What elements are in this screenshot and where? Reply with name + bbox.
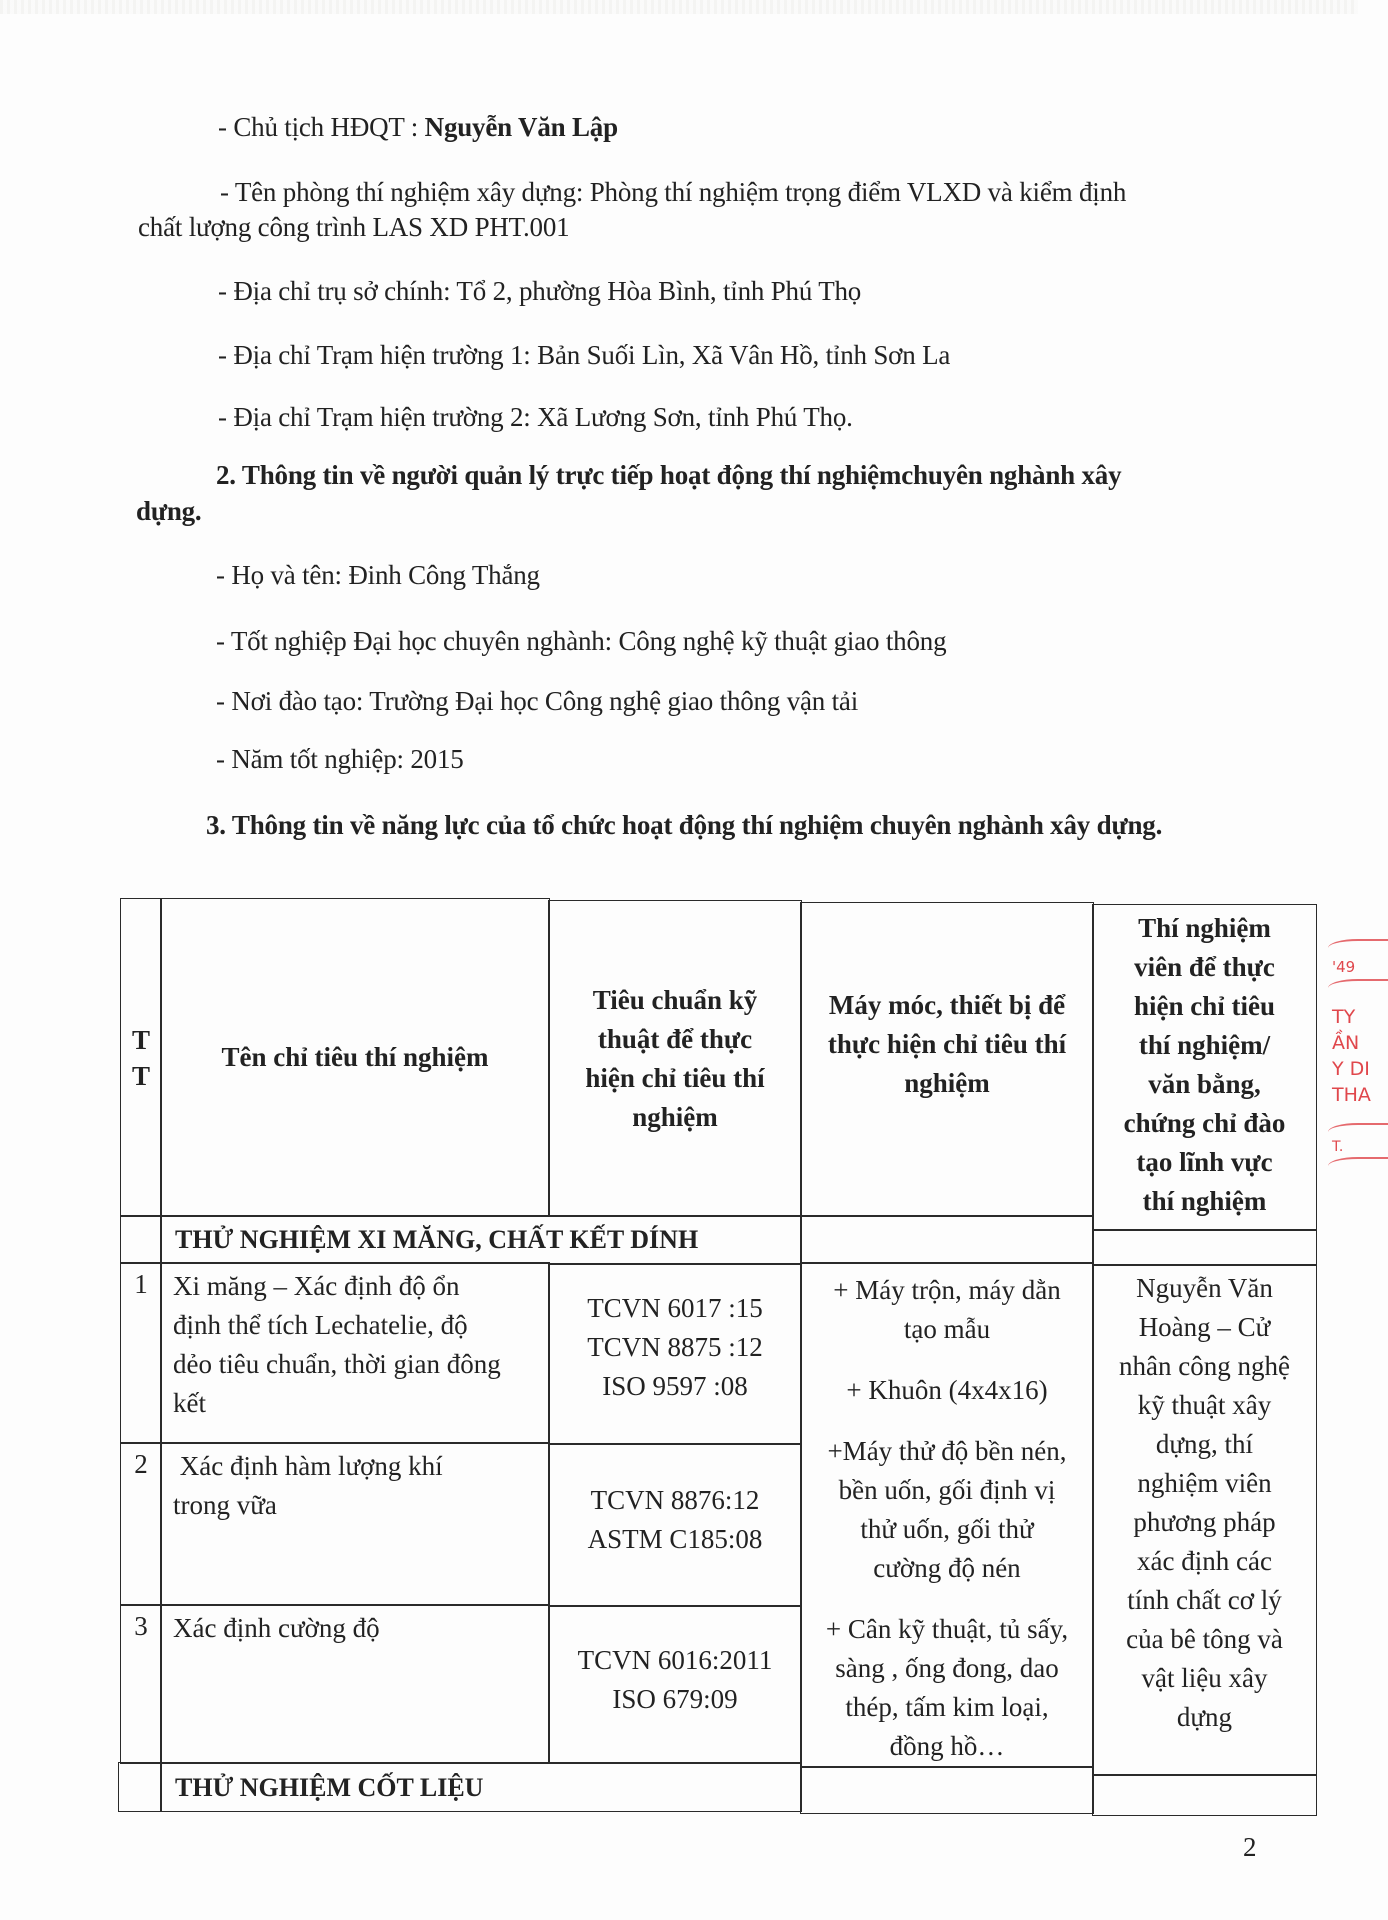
equipment-line: + Khuôn (4x4x16) [846, 1375, 1048, 1405]
section-2-title [160, 1762, 802, 1812]
row-3-standard: ISO 679:09 [612, 1684, 738, 1714]
header-personnel-line: hiện chỉ tiêu [1133, 991, 1275, 1021]
personnel-line: phương pháp [1133, 1507, 1276, 1537]
header-personnel-line: thí nghiệm/ [1138, 1030, 1271, 1060]
section-2-tt [118, 1762, 162, 1812]
section-1-title-text: THỬ NGHIỆM XI MĂNG, CHẤT KẾT DÍNH [175, 1225, 699, 1254]
section-2-heading-line-2: dựng. [136, 496, 202, 526]
row-2-standard: ASTM C185:08 [587, 1524, 763, 1554]
stamp-text: '49 [1332, 958, 1356, 976]
section-2-heading-line-1: 2. Thông tin về người quản lý trực tiếp hoạt động thí nghiệmchuyên nghành xây [216, 460, 1122, 490]
stamp-text: ẦN [1332, 1032, 1360, 1054]
header-test-name [160, 898, 550, 1217]
row-3-number: 3 [134, 1611, 148, 1641]
manager-school: - Nơi đào tạo: Trường Đại học Công nghệ giao thông vận tải [216, 686, 859, 716]
header-personnel [1092, 904, 1317, 1231]
shared-personnel-cell [1092, 1264, 1317, 1776]
stamp-text: TY [1332, 1006, 1356, 1028]
row-2-standard: TCVN 8876:12 [590, 1485, 760, 1515]
row-1-standards [548, 1264, 802, 1444]
personnel-line: Nguyễn Văn [1136, 1273, 1273, 1303]
row-2-tt [120, 1442, 162, 1606]
manager-graduation-year: - Năm tốt nghiệp: 2015 [216, 744, 464, 774]
section-2-personnel-empty [1092, 1774, 1317, 1816]
header-standard-line: nghiệm [632, 1101, 718, 1132]
lab-name-line-1: - Tên phòng thí nghiệm xây dựng: Phòng thí nghiệm trọng điểm VLXD và kiểm định [220, 177, 1127, 207]
equipment-line: + Cân kỹ thuật, tủ sấy, [825, 1614, 1069, 1644]
field-station-1-address: - Địa chỉ Trạm hiện trường 1: Bản Suối Lìn, Xã Vân Hồ, tỉnh Sơn La [218, 340, 951, 370]
personnel-line: của bê tông và [1126, 1624, 1283, 1654]
chairman-label: - Chủ tịch HĐQT : [218, 112, 425, 142]
equipment-line: sàng , ống đong, dao [835, 1653, 1059, 1683]
header-equipment-line: nghiệm [904, 1068, 990, 1098]
manager-name: - Họ và tên: Đinh Công Thắng [216, 560, 540, 590]
header-tt-line: T [131, 1060, 150, 1091]
shared-equipment-cell [800, 1262, 1094, 1768]
header-test-name-text: Tên chỉ tiêu thí nghiệm [221, 1042, 489, 1072]
personnel-line: dựng, thí [1155, 1429, 1254, 1459]
personnel-line: nhân công nghệ [1119, 1351, 1290, 1381]
personnel-line: tính chất cơ lý [1127, 1585, 1282, 1615]
row-2-name-line: trong vữa [173, 1490, 277, 1520]
header-standard-line: thuật để thực [597, 1023, 753, 1054]
header-standard [548, 900, 802, 1217]
header-personnel-line: Thí nghiệm [1138, 913, 1271, 943]
header-equipment [800, 902, 1094, 1217]
equipment-line: thép, tấm kim loại, [845, 1692, 1049, 1722]
manager-degree: - Tốt nghiệp Đại học chuyên nghành: Công nghệ kỹ thuật giao thông [216, 626, 947, 656]
section-1-title [160, 1215, 802, 1264]
row-2-number: 2 [134, 1449, 148, 1479]
stamp-text: T. [1332, 1139, 1344, 1155]
chairman-line [218, 110, 618, 144]
equipment-line: cường độ nén [873, 1553, 1021, 1583]
personnel-line: dựng [1176, 1702, 1233, 1732]
stamp-text: THA [1332, 1084, 1371, 1106]
header-personnel-line: văn bằng, [1148, 1069, 1261, 1099]
row-3-test-name [160, 1604, 550, 1764]
equipment-line: thử uốn, gối thử [860, 1514, 1034, 1544]
row-3-standards [548, 1606, 802, 1764]
stamp-arc [1328, 1157, 1388, 1175]
header-tt [120, 898, 162, 1217]
header-personnel-line: thí nghiệm [1142, 1186, 1267, 1216]
header-tt-line: T [131, 1024, 150, 1055]
row-1-name-line: dẻo tiêu chuẩn, thời gian đông [173, 1349, 501, 1379]
row-1-tt [120, 1262, 162, 1444]
row-3-name-line: Xác định cường độ [173, 1613, 380, 1643]
stamp-arc [1328, 979, 1388, 997]
row-1-standard: TCVN 8875 :12 [587, 1331, 763, 1362]
header-equipment-line: thực hiện chỉ tiêu thí [827, 1029, 1067, 1059]
red-stamp-fragment [1320, 935, 1380, 1175]
row-2-name-line: Xác định hàm lượng khí [173, 1451, 443, 1481]
field-station-2-address: - Địa chỉ Trạm hiện trường 2: Xã Lương Sơn, tỉnh Phú Thọ. [218, 402, 853, 432]
equipment-line: đồng hồ… [889, 1731, 1005, 1761]
header-standard-line: Tiêu chuẩn kỹ [592, 984, 758, 1015]
personnel-line: kỹ thuật xây [1137, 1390, 1272, 1420]
personnel-line: xác định các [1137, 1546, 1272, 1576]
scan-edge-artifact [0, 0, 1358, 14]
row-1-name-line: định thể tích Lechatelie, độ [173, 1310, 468, 1340]
chairman-name: Nguyễn Văn Lập [424, 112, 618, 142]
section-3-heading: 3. Thông tin về năng lực của tổ chức hoạt động thí nghiệm chuyên nghành xây dựng. [206, 810, 1163, 840]
head-office-address: - Địa chỉ trụ sở chính: Tổ 2, phường Hòa Bình, tỉnh Phú Thọ [218, 276, 862, 306]
header-equipment-line: Máy móc, thiết bị để [828, 990, 1066, 1020]
stamp-text: Y DI [1332, 1058, 1370, 1080]
row-3-standard: TCVN 6016:2011 [577, 1645, 773, 1675]
personnel-line: Hoàng – Cử [1138, 1312, 1271, 1342]
section-1-tt [120, 1215, 162, 1264]
equipment-line: +Máy thử độ bền nén, [827, 1436, 1067, 1466]
personnel-line: vật liệu xây [1141, 1663, 1268, 1693]
row-2-test-name [160, 1442, 550, 1606]
row-1-test-name [160, 1262, 550, 1444]
page-number: 2 [1243, 1832, 1257, 1862]
row-3-tt [120, 1604, 162, 1764]
row-1-name-line: Xi măng – Xác định độ ổn [173, 1271, 460, 1301]
row-2-standards [548, 1444, 802, 1606]
header-personnel-line: chứng chỉ đào [1123, 1108, 1286, 1138]
section-2-title-text: THỬ NGHIỆM CỐT LIỆU [175, 1772, 484, 1802]
equipment-line: + Máy trộn, máy dằn [833, 1275, 1061, 1305]
header-standard-line: hiện chỉ tiêu thí [585, 1062, 765, 1093]
equipment-line: tạo mẫu [903, 1314, 991, 1344]
lab-name-line-2: chất lượng công trình LAS XD PHT.001 [138, 212, 570, 242]
row-1-name-line: kết [173, 1388, 206, 1418]
row-1-number: 1 [134, 1269, 148, 1299]
section-2-equipment-empty [800, 1766, 1094, 1814]
row-1-standard: TCVN 6017 :15 [587, 1292, 763, 1323]
header-personnel-line: tạo lĩnh vực [1136, 1147, 1273, 1177]
personnel-line: nghiệm viên [1137, 1468, 1272, 1498]
section-1-personnel-empty [1092, 1229, 1317, 1266]
equipment-line: bền uốn, gối định vị [838, 1475, 1056, 1505]
row-1-standard: ISO 9597 :08 [602, 1370, 748, 1401]
section-1-equipment-empty [800, 1215, 1094, 1264]
header-personnel-line: viên để thực [1134, 952, 1275, 982]
